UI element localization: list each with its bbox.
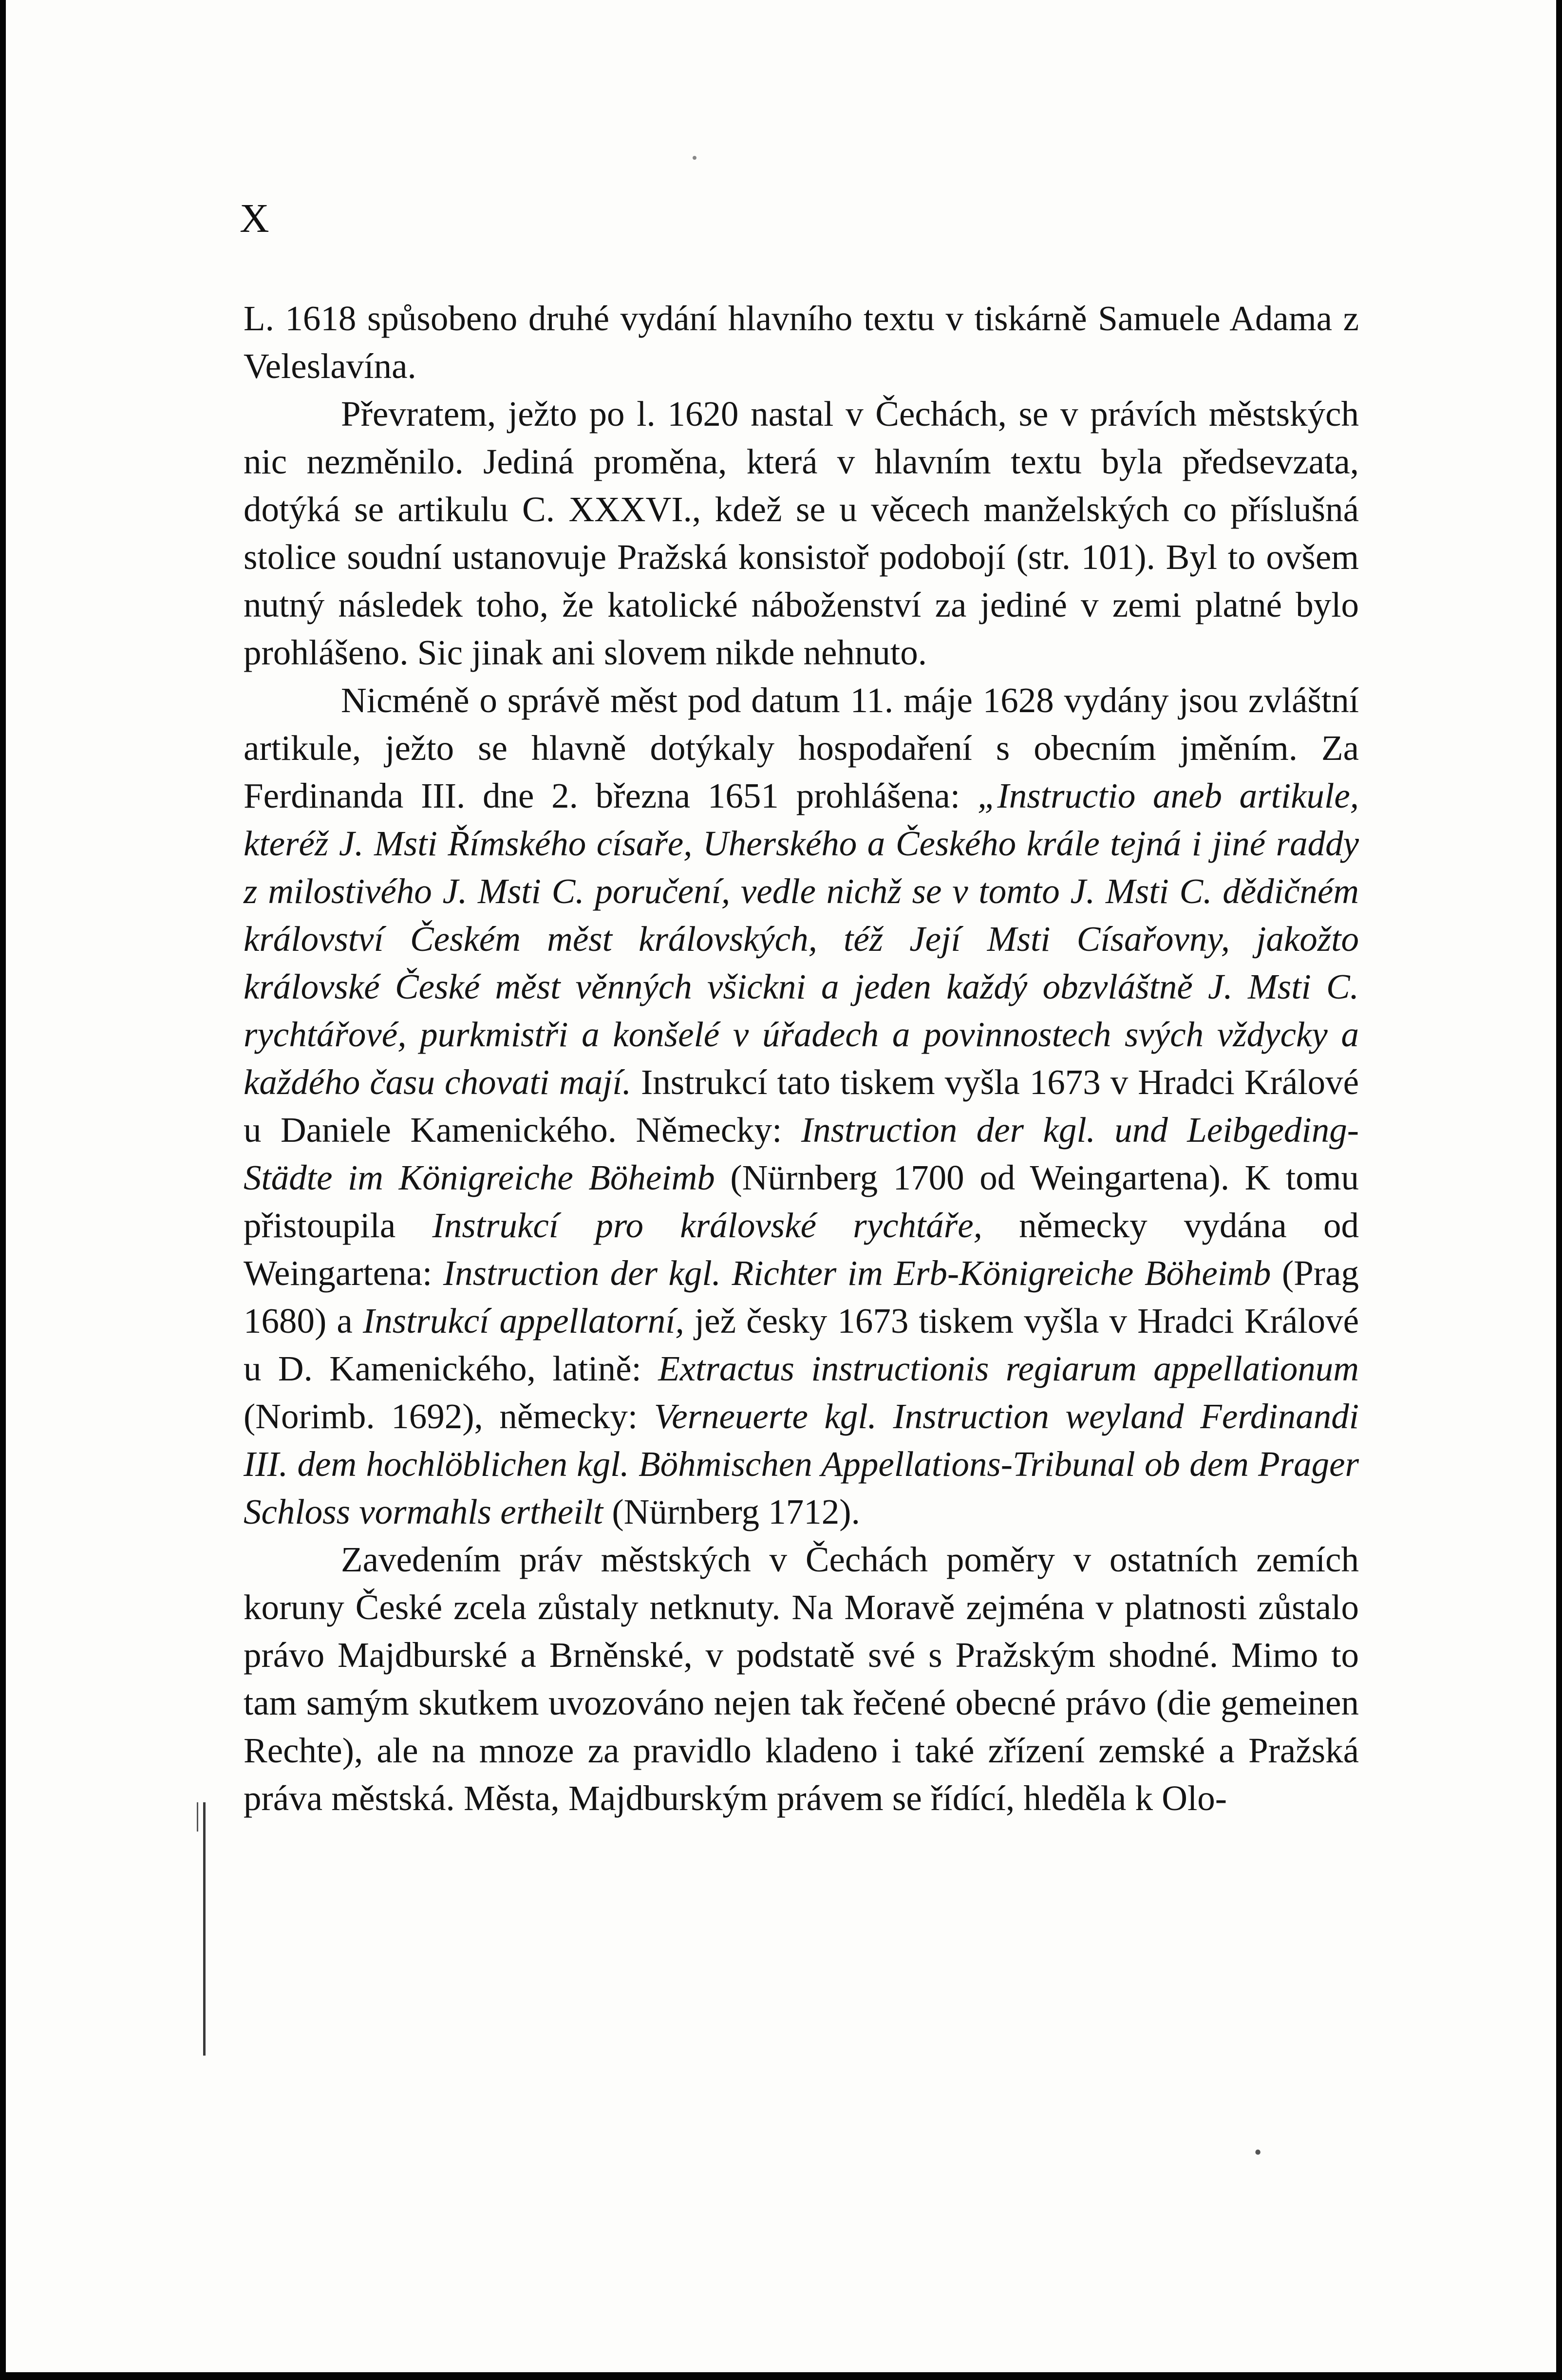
paragraph-2: Převratem, ježto po l. 1620 nastal v Čechách, se v právích městských nic nezměnilo. Jediná proměna, která v hlavním textu byla předsevzata, dotýká se artikulu C. XXXVI., kdež se u věcech manželských co příslušná stolice soudní ustanovuje Pražská konsistoř podobojí (str. 101). Byl to ovšem nutný následek toho, že katolické náboženství za jediné v zemi platné bylo prohlášeno. Sic jinak ani slovem nikde nehnuto. bbox=[244, 394, 1359, 672]
text-run: Instrukcí tato tiskem vyšla 1673 v Hradci Králové u Daniele Kamenického. Německy: bbox=[244, 1062, 1359, 1150]
margin-pencil-tick bbox=[197, 1802, 198, 1832]
italic-title-instruction-staedte: Instruction der kgl. und Leibgeding-Städte im Königreiche Böheimb bbox=[244, 1110, 1359, 1197]
text-run: jež česky 1673 tiskem vyšla v Hradci Králové u D. Kamenického, latině: bbox=[244, 1301, 1359, 1388]
italic-title-verneuerte: Verneuerte kgl. Instruction weyland Ferdinandi III. dem hochlöblichen kgl. Böhmischen Appellations-Tribunal ob dem Prager Schloss vormahls ertheilt bbox=[244, 1397, 1359, 1531]
body-text bbox=[244, 295, 1359, 1822]
ink-speck bbox=[693, 156, 696, 160]
text-run: (Nürnberg 1700 od Weingartena). K tomu přistoupila bbox=[244, 1158, 1359, 1245]
paragraph-1: L. 1618 spůsobeno druhé vydání hlavního textu v tiskárně Samuele Adama z Veleslavína. bbox=[244, 299, 1359, 386]
italic-title-instructio: „Instructio aneb artikule, kteréž J. Msti Římského císaře, Uherského a Českého krále tejná i jiné raddy z milostivého J. Msti C. poručení, vedle nichž se v tomto J. Msti C. dědičném království Českém měst královských, též Její Msti Císařovny, jakožto královské České měst věnných všickni a jeden každý obzvláštně J. Msti C. rychtářové, purkmistři a konšelé v úřadech a povinnostech svých vždycky a každého času chovati mají. bbox=[244, 776, 1359, 1102]
text-run: Nicméně o správě měst pod datum 11. máje 1628 vydány jsou zvláštní artikule, ježto se hlavně dotýkaly hospodaření s obecním jměním. Za Ferdinanda III. dne 2. března 1651 prohlášena: bbox=[244, 680, 1359, 815]
text-run: (Nürnberg 1712). bbox=[603, 1492, 860, 1531]
text-run: německy vydána od Weingartena: bbox=[244, 1206, 1359, 1293]
italic-title-instrukci-rychtare: Instrukcí pro královské rychtáře, bbox=[432, 1206, 982, 1245]
book-page bbox=[6, 0, 1556, 2372]
paragraph-3 bbox=[244, 677, 1359, 1536]
text-run: (Norimb. 1692), německy: bbox=[244, 1397, 654, 1436]
margin-pencil-mark bbox=[203, 1802, 206, 2056]
italic-title-instruction-richter: Instruction der kgl. Richter im Erb-Königreiche Böheimb bbox=[443, 1253, 1271, 1293]
page-number: X bbox=[240, 196, 269, 241]
text-run: (Prag 1680) a bbox=[244, 1253, 1359, 1341]
paragraph-4: Zavedením práv městských v Čechách poměry v ostatních zemích koruny České zcela zůstaly netknuty. Na Moravě zejména v platnosti zůstalo právo Majdburské a Brněnské, v podstatě své s Pražským shodné. Mimo to tam samým skutkem uvozováno nejen tak řečené obecné právo (die gemeinen Rechte), ale na mnoze za pravidlo kladeno i také zřízení zemské a Pražská práva městská. Města, Majdburským právem se řídící, hleděla k Olo- bbox=[244, 1540, 1359, 1818]
italic-title-extractus: Extractus instructionis regiarum appellationum bbox=[658, 1349, 1359, 1388]
italic-title-instrukci-appellatorni: Instrukcí appellatorní, bbox=[362, 1301, 684, 1341]
ink-speck: • bbox=[1253, 2143, 1263, 2163]
